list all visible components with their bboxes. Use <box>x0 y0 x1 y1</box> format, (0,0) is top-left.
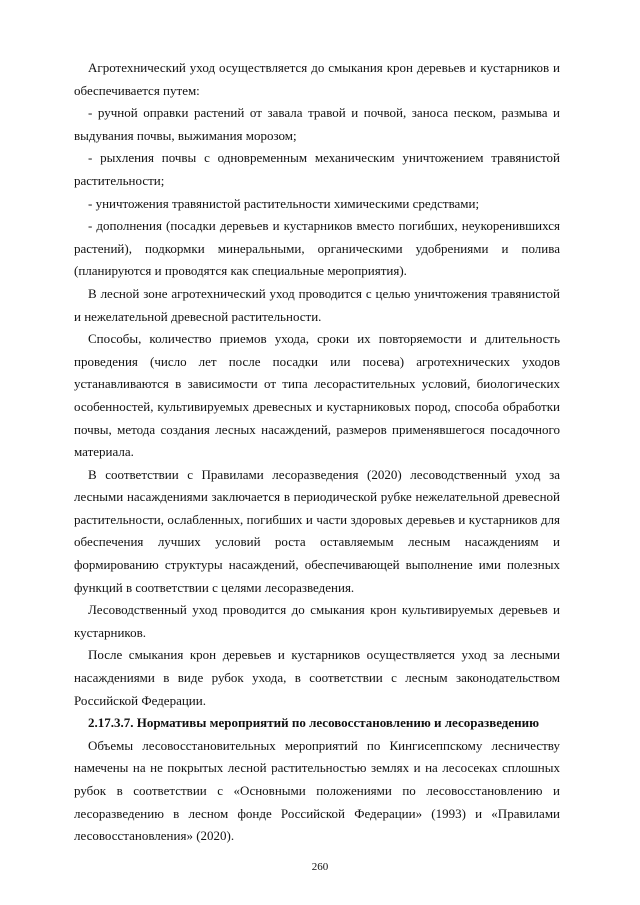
page-number: 260 <box>311 861 329 873</box>
list-item-supplementing: - дополнения (посадки деревьев и кустарников вместо погибших, неукоренившихся растений), подкормки минеральными, органическими удобрениями и полива (планируются и проводятся как специальные мероприятия). <box>74 218 560 279</box>
list-item-soil-loosening: - рыхления почвы с одновременным механическим уничтожением травянистой растительности; <box>74 150 560 188</box>
paragraph-agrotechnical-intro: Агротехнический уход осуществляется до смыкания крон деревьев и кустарников и обеспечивается путем: <box>74 60 560 98</box>
paragraph-after-closure: После смыкания крон деревьев и кустарников осуществляется уход за лесными насаждениями в виде рубок ухода, в соответствии с лесным законодательством Российской Федерации. <box>74 647 560 708</box>
paragraph-silvicultural-care: Лесоводственный уход проводится до смыкания крон культивируемых деревьев и кустарников. <box>74 602 560 640</box>
section-heading: 2.17.3.7. Нормативы мероприятий по лесовосстановлению и лесоразведению <box>88 715 540 731</box>
paragraph-forest-zone: В лесной зоне агротехнический уход проводится с целью уничтожения травянистой и нежелательной древесной растительности. <box>74 285 560 324</box>
list-item-manual-weeding: - ручной оправки растений от завала травой и почвой, заноса песком, размыва и выдувания почвы, выжимания морозом; <box>74 105 560 143</box>
paragraph-methods: Способы, количество приемов ухода, сроки их повторяемости и длительность проведения (число лет после посадки или посева) агротехнических уходов устанавливаются в зависимости от типа лесорастительных условий, биологических особенностей, культивируемых древесных и кустарниковых пород, способа обработки почвы, метода создания лесных насаждений, размеров применявшегося посадочного материала. <box>74 331 560 460</box>
list-item-chemical-control: - уничтожения травянистой растительности химическими средствами; <box>88 195 480 211</box>
paragraph-rules-2020: В соответствии с Правилами лесоразведения (2020) лесоводственный уход за лесными насаждениями заключается в периодической рубке нежелательной древесной растительности, ослабленных, погибших и части здоровых деревьев и кустарников для обеспечения лучших условий роста оставляемым лесным насаждениям и формированию структуры насаждений, обеспечивающей выполнение ими полезных функций в соответствии с целями лесоразведения. <box>74 466 560 595</box>
paragraph-volumes: Объемы лесовосстановительных мероприятий по Кингисеппскому лесничеству намечены на не покрытых лесной растительностью землях и на лесосеках сплошных рубок в соответствии с «Основными положениями по лесовосстановлению и лесоразведению в лесном фонде Российской Федерации» (1993) и «Правилами лесовосстановления» (2020). <box>74 737 560 844</box>
document-page <box>74 57 560 848</box>
